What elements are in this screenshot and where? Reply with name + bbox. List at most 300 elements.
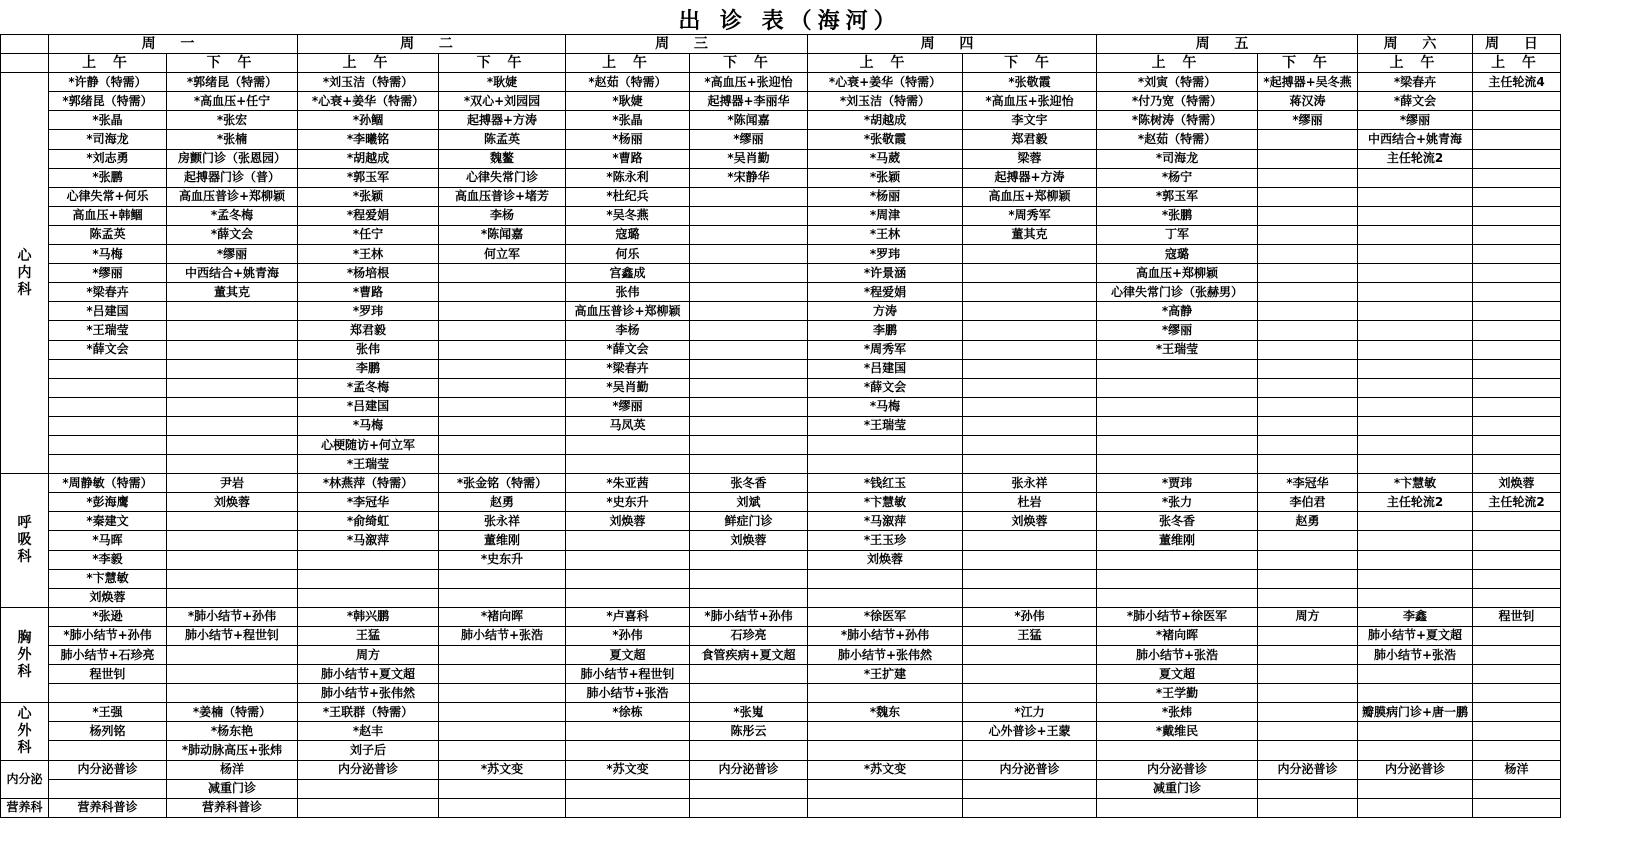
department-label-char: 科 [17,739,32,756]
schedule-cell: *梁春卉 [1358,73,1473,92]
schedule-cell: *彭海鹰 [49,493,167,512]
schedule-cell [1358,168,1473,187]
halfday-header: 下 午 [690,54,808,73]
schedule-cell: *史东升 [566,493,690,512]
schedule-cell [690,550,808,569]
department-label-char: 外 [17,722,32,739]
schedule-cell [439,283,566,302]
schedule-cell: *陈闻嘉 [690,111,808,130]
schedule-cell: 高血压普诊+郑柳颖 [167,187,298,206]
schedule-cell [1097,416,1258,435]
schedule-cell: *曹路 [566,149,690,168]
table-row [1,321,1561,340]
table-row [1,340,1561,359]
schedule-cell [1258,187,1358,206]
table-row [1,416,1561,435]
schedule-cell: *张逊 [49,607,167,626]
schedule-cell: *肺小结节+孙伟 [808,626,963,645]
schedule-cell: 郑君毅 [298,321,439,340]
schedule-cell: 食管疾病+夏文超 [690,646,808,665]
schedule-cell: 杨列铭 [49,722,167,741]
schedule-cell [1258,703,1358,722]
schedule-cell [690,359,808,378]
schedule-cell: 马凤英 [566,416,690,435]
schedule-cell [167,340,298,359]
schedule-cell: 李伯君 [1258,493,1358,512]
schedule-cell: 赵勇 [439,493,566,512]
halfday-header: 下 午 [167,54,298,73]
schedule-cell: 周方 [1258,607,1358,626]
schedule-cell [49,435,167,454]
halfday-header: 上 午 [49,54,167,73]
schedule-cell [1473,378,1561,397]
schedule-cell: 心梗随访+何立军 [298,435,439,454]
schedule-cell: *张炜 [1097,703,1258,722]
schedule-cell: *缪丽 [690,130,808,149]
table-row [1,722,1561,741]
schedule-cell [1097,435,1258,454]
schedule-cell: *马葳 [808,149,963,168]
schedule-cell [566,455,690,474]
schedule-cell: *刘玉洁（特需） [298,73,439,92]
schedule-cell [963,798,1097,817]
schedule-cell: 宫鑫成 [566,264,690,283]
table-row [1,550,1561,569]
schedule-cell: 张伟 [566,283,690,302]
schedule-cell [1473,741,1561,760]
schedule-cell [1473,588,1561,607]
schedule-cell [1097,378,1258,397]
schedule-cell [439,588,566,607]
schedule-cell [1358,225,1473,244]
department-label-char: 内 [17,264,32,281]
schedule-cell: *苏文变 [566,760,690,779]
schedule-cell: *杜纪兵 [566,187,690,206]
schedule-cell [1473,340,1561,359]
schedule-cell [690,435,808,454]
table-row [1,359,1561,378]
schedule-cell: *胡越成 [808,111,963,130]
schedule-cell: 陈彤云 [690,722,808,741]
schedule-cell [1473,798,1561,817]
schedule-cell [690,779,808,798]
schedule-cell: *付乃宽（特需） [1097,92,1258,111]
schedule-cell [1258,378,1358,397]
schedule-cell [690,588,808,607]
schedule-cell [963,245,1097,264]
schedule-cell [49,359,167,378]
schedule-cell: *杨培根 [298,264,439,283]
table-row [1,206,1561,225]
schedule-cell: 李鹏 [298,359,439,378]
schedule-cell: *褚向晖 [1097,626,1258,645]
schedule-cell: 肺小结节+夏文超 [298,665,439,684]
schedule-cell: 肺小结节+张浩 [439,626,566,645]
schedule-cell: *孟冬梅 [167,206,298,225]
department-label-char: 外 [17,646,32,663]
schedule-cell [808,435,963,454]
schedule-cell: 张伟 [298,340,439,359]
schedule-cell: *罗玮 [808,245,963,264]
schedule-cell: *王扩建 [808,665,963,684]
schedule-cell: 赵勇 [1258,512,1358,531]
schedule-cell: *周津 [808,206,963,225]
schedule-cell: 高血压普诊+郑柳颖 [566,302,690,321]
schedule-cell: *徐栋 [566,703,690,722]
schedule-cell: *卢喜科 [566,607,690,626]
schedule-cell [49,741,167,760]
table-row [1,760,1561,779]
department-label-char: 心 [17,705,32,722]
table-row [1,474,1561,493]
schedule-cell: *张力 [1097,493,1258,512]
department-label-char: 吸 [17,531,32,548]
schedule-cell: *苏文变 [439,760,566,779]
schedule-cell [439,665,566,684]
schedule-cell: 程世钊 [1473,607,1561,626]
schedule-cell: *张敬霞 [808,130,963,149]
halfday-header: 上 午 [1097,54,1258,73]
schedule-cell [1358,588,1473,607]
schedule-cell [1258,741,1358,760]
schedule-cell: 梁蓉 [963,149,1097,168]
schedule-cell [298,779,439,798]
schedule-cell [690,264,808,283]
schedule-cell: 何立军 [439,245,566,264]
schedule-cell: *周静敏（特需） [49,474,167,493]
schedule-cell: 高血压普诊+堵芳 [439,187,566,206]
schedule-cell: *许静（特需） [49,73,167,92]
schedule-cell: *耿婕 [566,92,690,111]
schedule-cell: *吕建国 [808,359,963,378]
schedule-cell: 陈孟英 [439,130,566,149]
schedule-cell: 尹岩 [167,474,298,493]
schedule-cell: *吴肖勤 [690,149,808,168]
schedule-cell: 蒋汉涛 [1258,92,1358,111]
schedule-cell: 刘子后 [298,741,439,760]
schedule-cell [1473,722,1561,741]
schedule-cell [963,684,1097,703]
schedule-cell: *王瑞莹 [1097,340,1258,359]
schedule-cell: *刘寅（特需） [1097,73,1258,92]
schedule-cell [1258,283,1358,302]
schedule-cell [963,359,1097,378]
schedule-cell [690,397,808,416]
schedule-cell [1097,455,1258,474]
schedule-cell: 中西结合+姚青海 [167,264,298,283]
schedule-cell [167,588,298,607]
schedule-cell: *程爱娟 [298,206,439,225]
schedule-cell [1473,302,1561,321]
schedule-cell [298,569,439,588]
table-row [1,493,1561,512]
department-label-char: 营养科 [6,800,43,815]
schedule-cell: 刘斌 [690,493,808,512]
schedule-cell: 张冬香 [1097,512,1258,531]
schedule-cell [1358,378,1473,397]
schedule-cell: *王林 [298,245,439,264]
schedule-cell: *卞慧敏 [1358,474,1473,493]
table-row [1,798,1561,817]
schedule-cell: *许景涵 [808,264,963,283]
schedule-cell: *杨丽 [808,187,963,206]
schedule-cell [808,455,963,474]
schedule-cell: *高血压+任宁 [167,92,298,111]
schedule-cell [963,569,1097,588]
schedule-cell: *肺小结节+孙伟 [167,607,298,626]
schedule-cell: 肺小结节+石珍亮 [49,646,167,665]
schedule-cell [167,646,298,665]
schedule-cell: *郭玉军 [298,168,439,187]
schedule-cell: *王瑞莹 [808,416,963,435]
schedule-cell: *俞绮虹 [298,512,439,531]
schedule-cell [167,550,298,569]
day-header: 周 日 [1473,35,1561,54]
schedule-cell [1097,741,1258,760]
schedule-cell: 石珍亮 [690,626,808,645]
schedule-cell [167,455,298,474]
schedule-cell: *朱亚茜 [566,474,690,493]
schedule-cell [690,225,808,244]
schedule-cell: 刘焕蓉 [49,588,167,607]
schedule-cell: *肺动脉高压+张炜 [167,741,298,760]
schedule-cell [439,435,566,454]
schedule-cell: 心律失常门诊 [439,168,566,187]
schedule-cell: 内分泌普诊 [963,760,1097,779]
table-row [1,455,1561,474]
schedule-cell [439,321,566,340]
schedule-cell: *曹路 [298,283,439,302]
schedule-cell [1258,206,1358,225]
schedule-cell [1473,321,1561,340]
schedule-cell: *张宏 [167,111,298,130]
schedule-cell: 张冬香 [690,474,808,493]
schedule-cell [690,283,808,302]
schedule-cell [298,798,439,817]
schedule-cell [1258,321,1358,340]
schedule-cell: *秦建文 [49,512,167,531]
schedule-cell: 刘焕蓉 [566,512,690,531]
schedule-cell: 起搏器+方涛 [439,111,566,130]
schedule-cell [1358,206,1473,225]
schedule-cell [298,550,439,569]
schedule-cell [167,665,298,684]
schedule-cell: 王猛 [963,626,1097,645]
schedule-cell [439,416,566,435]
schedule-cell: *王瑞莹 [49,321,167,340]
schedule-cell: *魏东 [808,703,963,722]
schedule-cell: 董维刚 [1097,531,1258,550]
schedule-cell: 张永祥 [439,512,566,531]
schedule-cell: *李冠华 [298,493,439,512]
schedule-cell [1258,225,1358,244]
halfday-header: 下 午 [439,54,566,73]
schedule-cell: 鲜症门诊 [690,512,808,531]
day-header: 周 四 [808,35,1097,54]
schedule-cell: 刘焕蓉 [808,550,963,569]
schedule-cell: *缪丽 [49,264,167,283]
schedule-cell: *赵茹（特需） [566,73,690,92]
department-label [1,474,49,608]
schedule-cell: *薛文会 [49,340,167,359]
schedule-cell: 主任轮流2 [1358,149,1473,168]
schedule-cell: 内分泌普诊 [298,760,439,779]
schedule-cell [1258,435,1358,454]
table-row [1,168,1561,187]
schedule-cell: *高静 [1097,302,1258,321]
schedule-cell: 主任轮流2 [1358,493,1473,512]
schedule-cell [1258,626,1358,645]
schedule-cell [566,588,690,607]
schedule-cell [1473,646,1561,665]
schedule-cell [690,206,808,225]
schedule-cell: *心衰+姜华（特需） [808,73,963,92]
schedule-cell [439,264,566,283]
schedule-cell [167,302,298,321]
schedule-cell: *高血压+张迎怡 [690,73,808,92]
schedule-cell [1258,722,1358,741]
schedule-cell [690,741,808,760]
schedule-cell [167,531,298,550]
schedule-cell [1358,531,1473,550]
schedule-cell [1473,455,1561,474]
schedule-cell [808,588,963,607]
table-row [1,397,1561,416]
schedule-cell [1473,665,1561,684]
schedule-cell: 肺小结节+张伟然 [808,646,963,665]
schedule-cell [1473,283,1561,302]
schedule-cell [1358,187,1473,206]
schedule-cell [566,722,690,741]
schedule-cell [1258,397,1358,416]
schedule-cell [963,665,1097,684]
schedule-cell [439,798,566,817]
schedule-cell [566,550,690,569]
schedule-cell: *吴冬燕 [566,206,690,225]
schedule-cell [1358,340,1473,359]
schedule-cell [439,302,566,321]
schedule-cell [1473,435,1561,454]
schedule-cell [1258,359,1358,378]
schedule-cell [1358,684,1473,703]
schedule-cell [439,741,566,760]
schedule-cell [690,245,808,264]
schedule-cell [1358,779,1473,798]
schedule-cell: *张鹏 [49,168,167,187]
schedule-cell [1473,206,1561,225]
schedule-cell [1358,569,1473,588]
schedule-cell: *赵茹（特需） [1097,130,1258,149]
schedule-cell [439,397,566,416]
schedule-cell [1473,149,1561,168]
department-label [1,703,49,760]
schedule-cell [439,703,566,722]
schedule-cell: 高血压+韩鲴 [49,206,167,225]
schedule-cell: 肺小结节+张浩 [566,684,690,703]
schedule-cell [1473,359,1561,378]
schedule-cell: *王学勤 [1097,684,1258,703]
schedule-cell: *马溆萍 [298,531,439,550]
schedule-cell: *吕建国 [298,397,439,416]
schedule-cell: 杜岩 [963,493,1097,512]
schedule-cell [1473,550,1561,569]
schedule-cell [167,378,298,397]
schedule-cell [1097,359,1258,378]
table-row [1,684,1561,703]
schedule-cell: *薛文会 [1358,92,1473,111]
schedule-cell [167,321,298,340]
schedule-cell: 肺小结节+张浩 [1358,646,1473,665]
schedule-cell: 肺小结节+张伟然 [298,684,439,703]
schedule-cell: *王林 [808,225,963,244]
schedule-cell [1258,264,1358,283]
schedule-cell [1258,340,1358,359]
schedule-cell: 李杨 [439,206,566,225]
schedule-cell: 营养科普诊 [167,798,298,817]
schedule-cell [1258,531,1358,550]
schedule-cell: *王强 [49,703,167,722]
schedule-cell: *杨东艳 [167,722,298,741]
schedule-cell: *王玉珍 [808,531,963,550]
schedule-cell [167,684,298,703]
schedule-cell [1473,187,1561,206]
schedule-cell: *任宁 [298,225,439,244]
schedule-cell [1258,798,1358,817]
schedule-cell: *张嵬 [690,703,808,722]
schedule-cell [690,569,808,588]
schedule-cell: 内分泌普诊 [1358,760,1473,779]
table-row [1,92,1561,111]
schedule-cell: *张鹏 [1097,206,1258,225]
schedule-cell: 魏鳌 [439,149,566,168]
schedule-cell: 杨洋 [1473,760,1561,779]
schedule-cell [1473,130,1561,149]
schedule-cell [49,378,167,397]
schedule-cell: *马梅 [298,416,439,435]
schedule-cell: *李冠华 [1258,474,1358,493]
schedule-cell [963,779,1097,798]
schedule-cell [1473,264,1561,283]
schedule-cell: *马梅 [49,245,167,264]
halfday-header: 上 午 [808,54,963,73]
schedule-cell [439,646,566,665]
schedule-cell: *卞慧敏 [808,493,963,512]
schedule-cell [808,741,963,760]
schedule-cell [1258,168,1358,187]
schedule-cell [690,416,808,435]
schedule-cell: *吕建国 [49,302,167,321]
schedule-cell [49,416,167,435]
schedule-cell [1258,550,1358,569]
schedule-cell [1358,302,1473,321]
schedule-cell [808,779,963,798]
schedule-cell: 肺小结节+张浩 [1097,646,1258,665]
department-label-char: 胸 [17,629,32,646]
schedule-cell [1097,569,1258,588]
table-row [1,741,1561,760]
schedule-cell: 瓣膜病门诊+唐一鹏 [1358,703,1473,722]
schedule-cell: 刘焕蓉 [690,531,808,550]
schedule-cell [1473,245,1561,264]
table-row [1,73,1561,92]
schedule-cell [963,435,1097,454]
schedule-cell: 董其克 [963,225,1097,244]
schedule-cell [1358,321,1473,340]
schedule-cell [1097,798,1258,817]
schedule-cell: *肺小结节+孙伟 [49,626,167,645]
table-row [1,378,1561,397]
table-row [1,703,1561,722]
